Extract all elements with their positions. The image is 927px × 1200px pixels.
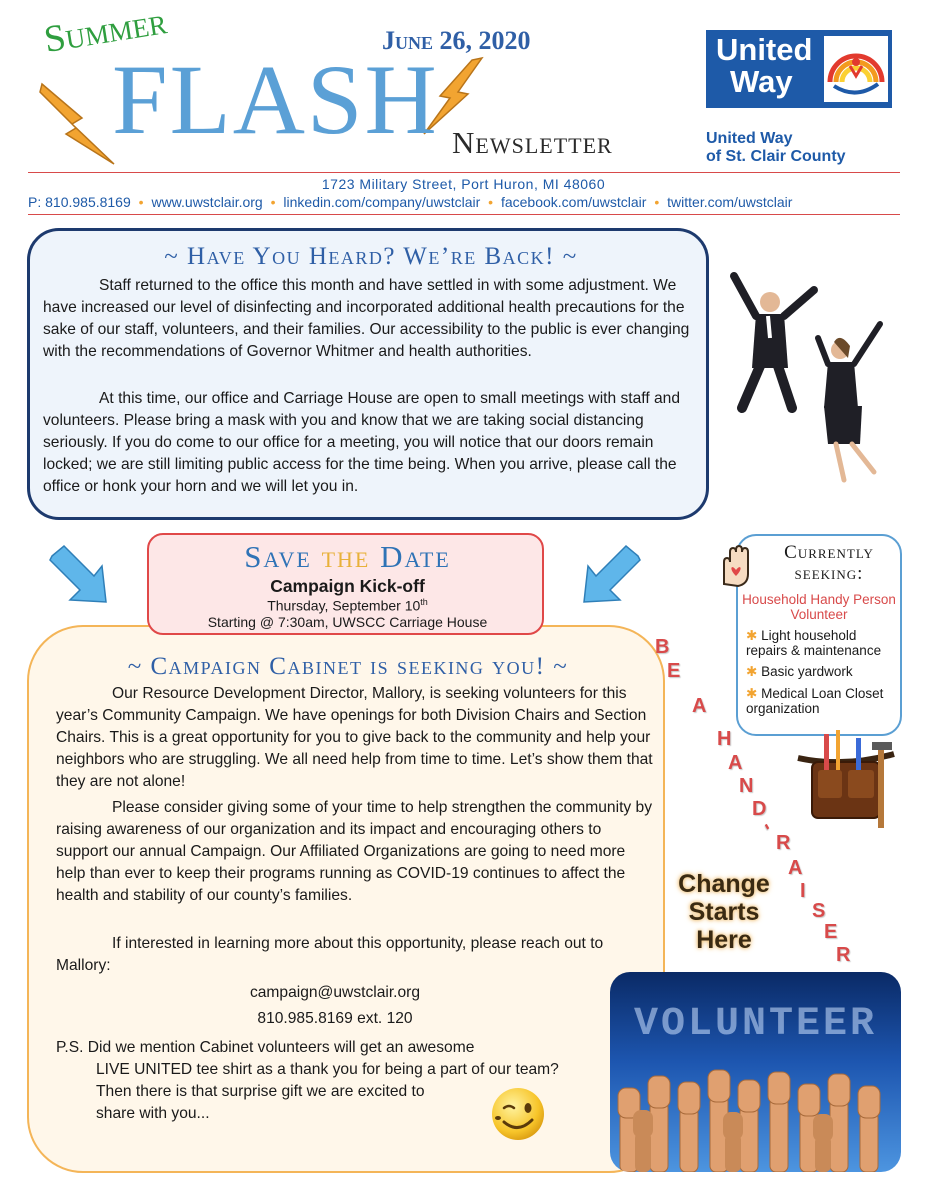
seeking-item [746,664,896,679]
postscript-line: P.S. Did we mention Cabinet volunteers will get an awesome [56,1039,475,1056]
paragraph: Please consider giving some of your time to help strengthen the community by raising awareness of our organization and its impact and encouraging others to support our annual Campaign. Our Affiliated Organizations are going to need more help than ever to keep their programs running as COVID-19 continues to affect the health and stability of our county’s families. [56,799,652,904]
event-time: Starting @ 7:30am, UWSCC Carriage House [207,614,488,630]
save-the-date-title [149,539,546,575]
change-starts-here [672,870,776,954]
postscript-line: LIVE UNITED tee shirt as a thank you for being a part of our team? [96,1061,559,1078]
title-word: Date [380,539,451,574]
header-rule-top [28,172,900,173]
date-ordinal: th [420,597,428,607]
currently-seeking-box [736,534,902,736]
logo-line-1: United [716,32,813,67]
contact-line [28,194,792,210]
linkedin-link[interactable]: linkedin.com/company/uwstclair [283,194,481,210]
separator-dot: • [654,194,660,210]
header-rule-bottom [28,214,900,215]
org-name [706,130,846,166]
raised-hands-icon [610,1052,901,1172]
twitter-link[interactable]: twitter.com/uwstclair [667,194,793,210]
hand-raiser-letter: A [728,752,743,774]
star-bullet-icon: ✱ [746,664,758,679]
contact-phone: 810.985.8169 ext. 120 [257,1010,413,1027]
hand-raiser-letter: E [667,660,681,682]
hand-raiser-letter: B [655,636,670,658]
section-title: ~ Campaign Cabinet is seeking you! ~ [127,653,569,680]
seeking-item-text: Light household repairs & maintenance [746,628,882,658]
change-line: Starts [688,898,760,926]
seeking-role: Household Handy Person Volunteer [742,592,896,622]
section-title: ~ Have You Heard? We’re Back! ~ [164,243,578,270]
hand-raiser-letter: D [752,798,767,820]
winking-smiley-icon [486,1084,548,1146]
star-bullet-icon: ✱ [746,628,758,643]
seeking-item [746,628,896,658]
change-line: Here [696,926,752,954]
hand-raiser-letter: I [800,880,806,902]
hand-raiser-letter: S [812,900,826,922]
org-name-line-1: United Way [706,130,793,147]
hand-raiser-letter: H [717,728,732,750]
hand-raiser-letter: N [739,775,754,797]
paragraph: Staff returned to the office this month and have settled in with some adjustment. We have increased our level of disinfecting and incorporated additional health precautions for the sake of our staff, volunteers, and their families. Our accessibility to the public is ever changing with the recommendations of Governor Whitmer and health authorities. [43,277,690,360]
event-date [149,597,546,614]
street-address: 1723 Military Street, Port Huron, MI 48060 [321,176,606,192]
volunteer-photo [610,972,901,1172]
website-link[interactable]: www.uwstclair.org [151,194,263,210]
hand-person-rainbow-icon [824,36,888,102]
hand-raiser-letter: R [776,832,791,854]
facebook-link[interactable]: facebook.com/uwstclair [500,194,647,210]
masthead-flash: FLASH [112,44,439,155]
seeking-title: Currently seeking: [784,542,874,584]
hand-raiser-letter: - [756,817,779,835]
change-line: Change [678,870,770,898]
arrow-down-right-icon [48,544,112,606]
seeking-item [746,686,896,716]
logo-line-2: Way [730,64,793,99]
volunteer-word: VOLUNTEER [633,1002,878,1047]
raised-hand-heart-icon [716,544,756,588]
star-bullet-icon: ✱ [746,686,758,701]
title-word: Save [244,539,312,574]
title-word: the [321,539,371,574]
event-name: Campaign Kick-off [270,576,425,596]
phone-number: P: 810.985.8169 [28,194,131,210]
save-the-date-box [147,533,544,635]
seeking-item-text: Medical Loan Closet organization [746,686,884,716]
were-back-section [27,228,709,520]
united-way-logo [706,30,892,108]
hand-raiser-letter: A [788,857,803,879]
org-name-line-2: of St. Clair County [706,148,846,165]
separator-dot: • [270,194,276,210]
lightning-bolt-icon [38,78,118,170]
seeking-item-text: Basic yardwork [761,664,853,679]
hand-raiser-letter: E [824,921,838,943]
issue-date: June 26, 2020 [382,26,531,55]
separator-dot: • [488,194,494,210]
masthead-newsletter: Newsletter [452,125,613,160]
campaign-cabinet-section [27,625,665,1173]
separator-dot: • [138,194,144,210]
paragraph: At this time, our office and Carriage House are open to small meetings with staff and volunteers. Please bring a mask with you and know that we are taking social distancing seriously. If you do come to our office for a meeting, you will notice that our doors remain locked; we are still limiting public access for the time being. When you arrive, please call the office or honk your horn and we will let you in. [43,390,681,495]
arrow-down-left-icon [578,544,642,606]
tool-belt-icon [794,728,898,832]
hand-raiser-letter: A [692,695,707,717]
contact-email[interactable]: campaign@uwstclair.org [249,984,421,1001]
event-date-text: Thursday, September 10 [267,597,421,614]
paragraph: Our Resource Development Director, Mallory, is seeking volunteers for this year’s Community Campaign. We have openings for both Division Chairs and Section Chairs. This is a great opportunity for you to give back to the community and help your neighbors who are struggling. We all need help from time to time. Let’s show them that they are not alone! [56,685,653,790]
postscript-line: share with you... [96,1105,210,1122]
hand-raiser-letter: R [836,944,851,966]
masthead-summer: Summer [41,0,170,62]
jumping-businesspeople-photo [712,258,904,490]
paragraph: If interested in learning more about this opportunity, please reach out to Mallory: [56,935,604,974]
postscript-line: Then there is that surprise gift we are excited to [96,1083,425,1100]
